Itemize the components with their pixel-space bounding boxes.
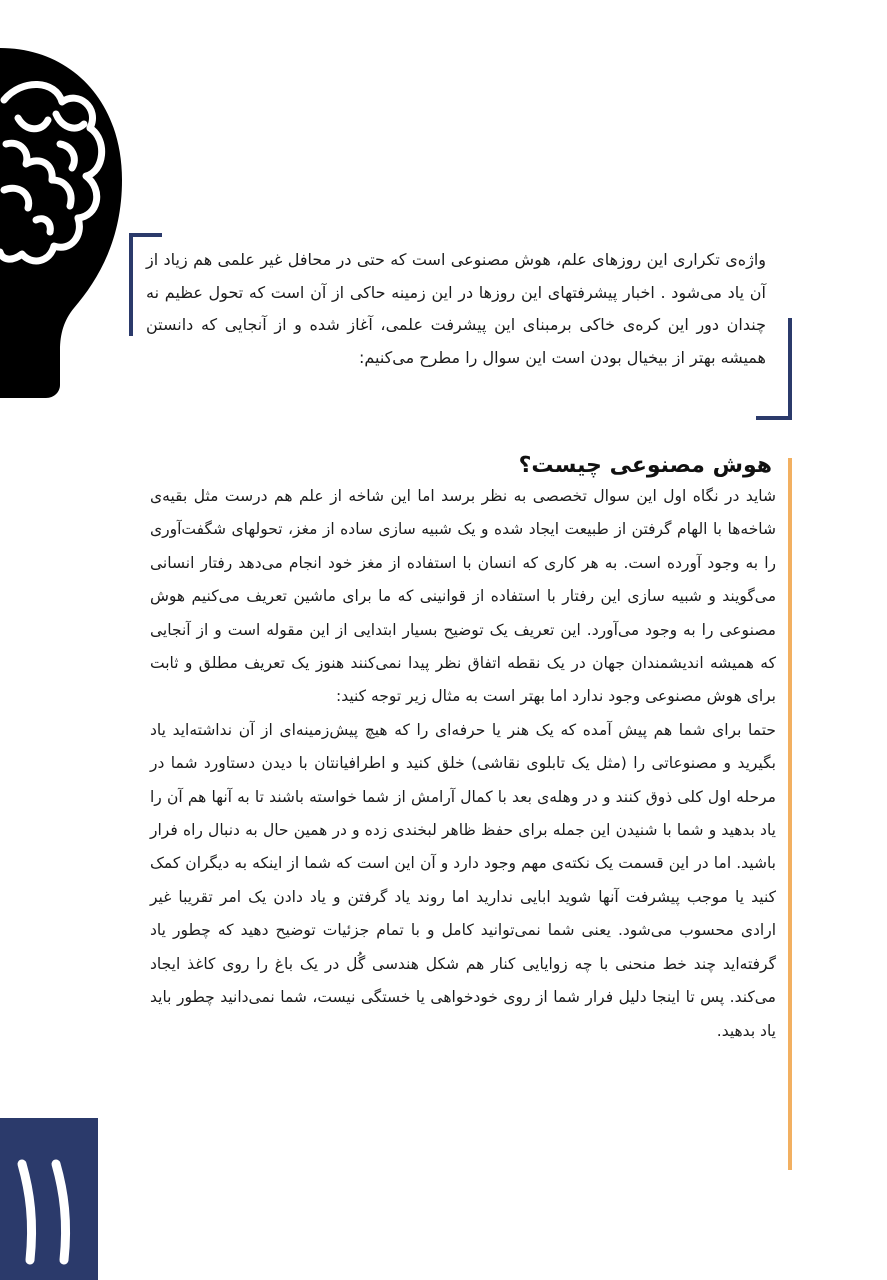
page-number <box>0 1118 98 1280</box>
body-paragraph: حتما برای شما هم پیش آمده که یک هنر یا حرفه‌ای را که هیچ پیش‌زمینه‌ای از آن نداشته‌اید یاد بگیرید و مصنوعاتی را (مثل یک تابلوی نقاشی) خلق کنید و اطرافیانتان با دیدن دستاورد شما در مرحله اول کلی ذوق کنند و در وهله‌ی بعد با کمال آرامش از شما خواسته باشند تا به آنها هم آن را یاد بدهید و شما با شنیدن این جمله برای حفظ ظاهر لبخندی زده و در همین حال به دنبال راه فرار باشید. اما در این قسمت یک نکته‌ی مهم وجود دارد و آن این است که شما از اینکه به دیگران کمک کنید یا موجب پیشرفت آنها شوید ابایی ندارید اما روند یاد گرفتن و یاد دادن یک امر تقریبا غیر ارادی محسوب می‌شود. یعنی شما نمی‌توانید کامل و با تمام جزئیات توضیح دهید که چطور یاد گرفته‌اید چند خط منحنی با چه زوایایی کنار هم شکل هندسی گُل در یک باغ را روی کاغذ ایجاد می‌کند. پس تا اینجا دلیل فرار شما از روی خودخواهی یا خستگی نیست، شما نمی‌دانید چطور باید یاد بدهید. <box>150 720 776 1040</box>
lightbulb-brain-icon <box>0 40 125 400</box>
body-paragraph: شاید در نگاه اول این سوال تخصصی به نظر برسد اما این شاخه از علم هم درست مثل بقیه‌ی شاخه‌ها با الهام گرفتن از طبیعت ایجاد شده و یک شبیه سازی ساده از مغز، تحولهای شگفت‌آوری را به وجود آورده است. به هر کاری که انسان با استفاده از مغز خود انجام می‌دهد رفتار انسانی می‌گویند و شبیه سازی این رفتار با استفاده از قوانینی که ما برای ماشین تعریف می‌کنیم هوش مصنوعی را به وجود می‌آورد. این تعریف یک توضیح بسیار ابتدایی از این مقوله است و از آنجایی که همیشه اندیشمندان جهان در یک نقطه اتفاق نظر پیدا نمی‌کنند هنوز یک تعریف مطلق و ثابت برای هوش مصنوعی وجود ندارد اما بهتر است به مثال زیر توجه کنید: <box>150 487 776 706</box>
intro-paragraph: واژه‌ی تکراری این روزهای علم، هوش مصنوعی است که حتی در محافل غیر علمی هم زیاد از آن یاد می‌شود . اخبار پیشرفتهای این روزها در این زمینه حاکی از آن است که تحول عظیم نه چندان دور این کره‌ی خاکی برمبنای این پیشرفت علمی، آغاز شده و از آنجایی که دانستن همیشه بهتر از بیخیال بودن است این سوال را مطرح می‌کنیم: <box>146 250 766 367</box>
section-accent-bar <box>788 458 792 1170</box>
page-number-box <box>0 1118 98 1280</box>
section-body <box>150 480 776 1048</box>
section-title: هوش مصنوعی چیست؟ <box>518 453 772 478</box>
